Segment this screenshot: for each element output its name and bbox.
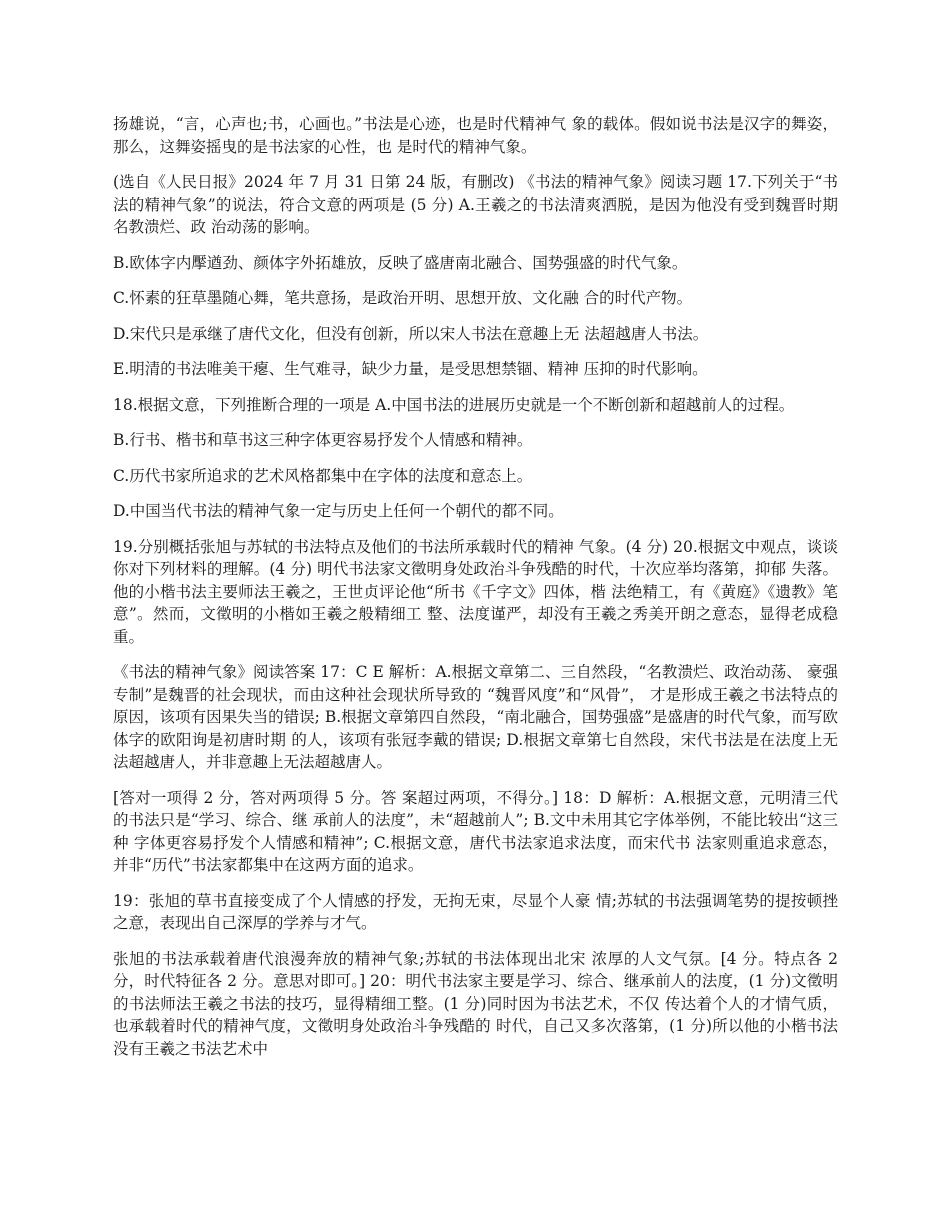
paragraph-answer-17: 《书法的精神气象》阅读答案 17：C E 解析：A.根据文章第二、三自然段，“名教溃烂、政治动荡、 豪强专制”是魏晋的社会现状，而由这种社会现状所导致的 “魏晋风度”和“风骨”， 才是形成王羲之书法特点的原因，该项有因果失当的错误; B.根据文章第四自然段，“南北融合，国势强盛”是盛唐的时代气象，而写欧体字的欧阳询是初唐时期 的人，该项有张冠李戴的错误; D.根据文章第七自然段，宋代书法是在法度上无法超越唐人，并非意趣上无法超越唐人。 [113, 663, 838, 771]
option-18-d: D.中国当代书法的精神气象一定与历史上任何一个朝代的都不同。 [113, 502, 564, 520]
paragraph-answer-20: 张旭的书法承载着唐代浪漫奔放的精神气象;苏轼的书法体现出北宋 浓厚的人文气氛。[4 分。特点各 2 分，时代特征各 2 分。意思对即可。] 20：明代书法家主要是学习、综合、继承前人的法度，(1 分)文徵明 的书法师法王羲之书法的技巧，显得精细工整。(1 分)同时因为书法艺术，不仅 传达着个人的才情气质，也承载着时代的精神气度，文徵明身处政治斗争残酷的 时代，自己又多次落第，(1 分)所以他的小楷书法没有王羲之书法艺术中 [113, 949, 838, 1058]
option-18-c: C.历代书家所追求的艺术风格都集中在字体的法度和意态上。 [113, 466, 533, 485]
paragraph-answer-18: [答对一项得 2 分，答对两项得 5 分。答 案超过两项，不得分。] 18：D 解析：A.根据文意，元明清三代的书法只是“学习、综合、继 承前人的法度”，未“超越前人”; B.文中未用其它字体举例，不能比较出“这三种 字体更容易抒发个人情感和精神”; C.根据文意，唐代书法家追求法度，而宋代书 法家则重追求意态，并非“历代”书法家都集中在这两方面的追求。 [113, 788, 838, 874]
option-17-d: D.宋代只是承继了唐代文化，但没有创新，所以宋人书法在意趣上无 法超越唐人书法。 [113, 324, 709, 343]
paragraph-intro: 扬雄说，“言，心声也;书，心画也。”书法是心迹，也是时代精神气 象的载体。假如说书法是汉字的舞姿，那么，这舞姿摇曳的是书法家的心性，也 是时代的精神气象。 [113, 115, 838, 156]
option-17-c: C.怀素的狂草墨随心舞，笔共意扬，是政治开明、思想开放、文化融 合的时代产物。 [113, 289, 693, 307]
paragraph-questions-19-20: 19.分别概括张旭与苏轼的书法特点及他们的书法所承载时代的精神 气象。(4 分) 20.根据文中观点，谈谈你对下列材料的理解。(4 分) 明代书法家文徵明身处政治斗争残酷的时代，十次应举均落第，抑郁 失落。他的小楷书法主要师法王羲之，王世贞评论他“所书《千字文》四体，楷 法绝精工，有《黄庭》《遗教》笔意”。然而，文徵明的小楷如王羲之般精细工 整、法度谨严，却没有王羲之秀美开朗之意态，显得老成稳重。 [113, 537, 838, 646]
paragraph-question-17: (选自《人民日报》2024 年 7 月 31 日第 24 版，有删改) 《书法的精神气象》阅读习题 17.下列关于“书法的精神气象”的说法，符合文意的两项是 (5 分) A.王羲之的书法清爽洒脱，是因为他没有受到魏晋时期名教溃烂、政 治动荡的影响。 [113, 173, 838, 236]
option-18-b: B.行书、楷书和草书这三种字体更容易抒发个人情感和精神。 [113, 431, 533, 449]
option-17-e: E.明清的书法唯美干瘪、生气难寻，缺少力量，是受思想禁锢、精神 压抑的时代影响。 [113, 360, 708, 378]
option-17-b: B.欧体字内擪遒劲、颜体字外拓雄放，反映了盛唐南北融合、国势强盛的时代气象。 [113, 253, 688, 272]
paragraph-answer-19: 19：张旭的草书直接变成了个人情感的抒发，无拘无束，尽显个人豪 情;苏轼的书法强调笔势的提按顿挫之意，表现出自己深厚的学养与才气。 [113, 891, 838, 932]
paragraph-question-18: 18.根据文意，下列推断合理的一项是 A.中国书法的进展历史就是一个不断创新和超越前人的过程。 [113, 395, 795, 414]
